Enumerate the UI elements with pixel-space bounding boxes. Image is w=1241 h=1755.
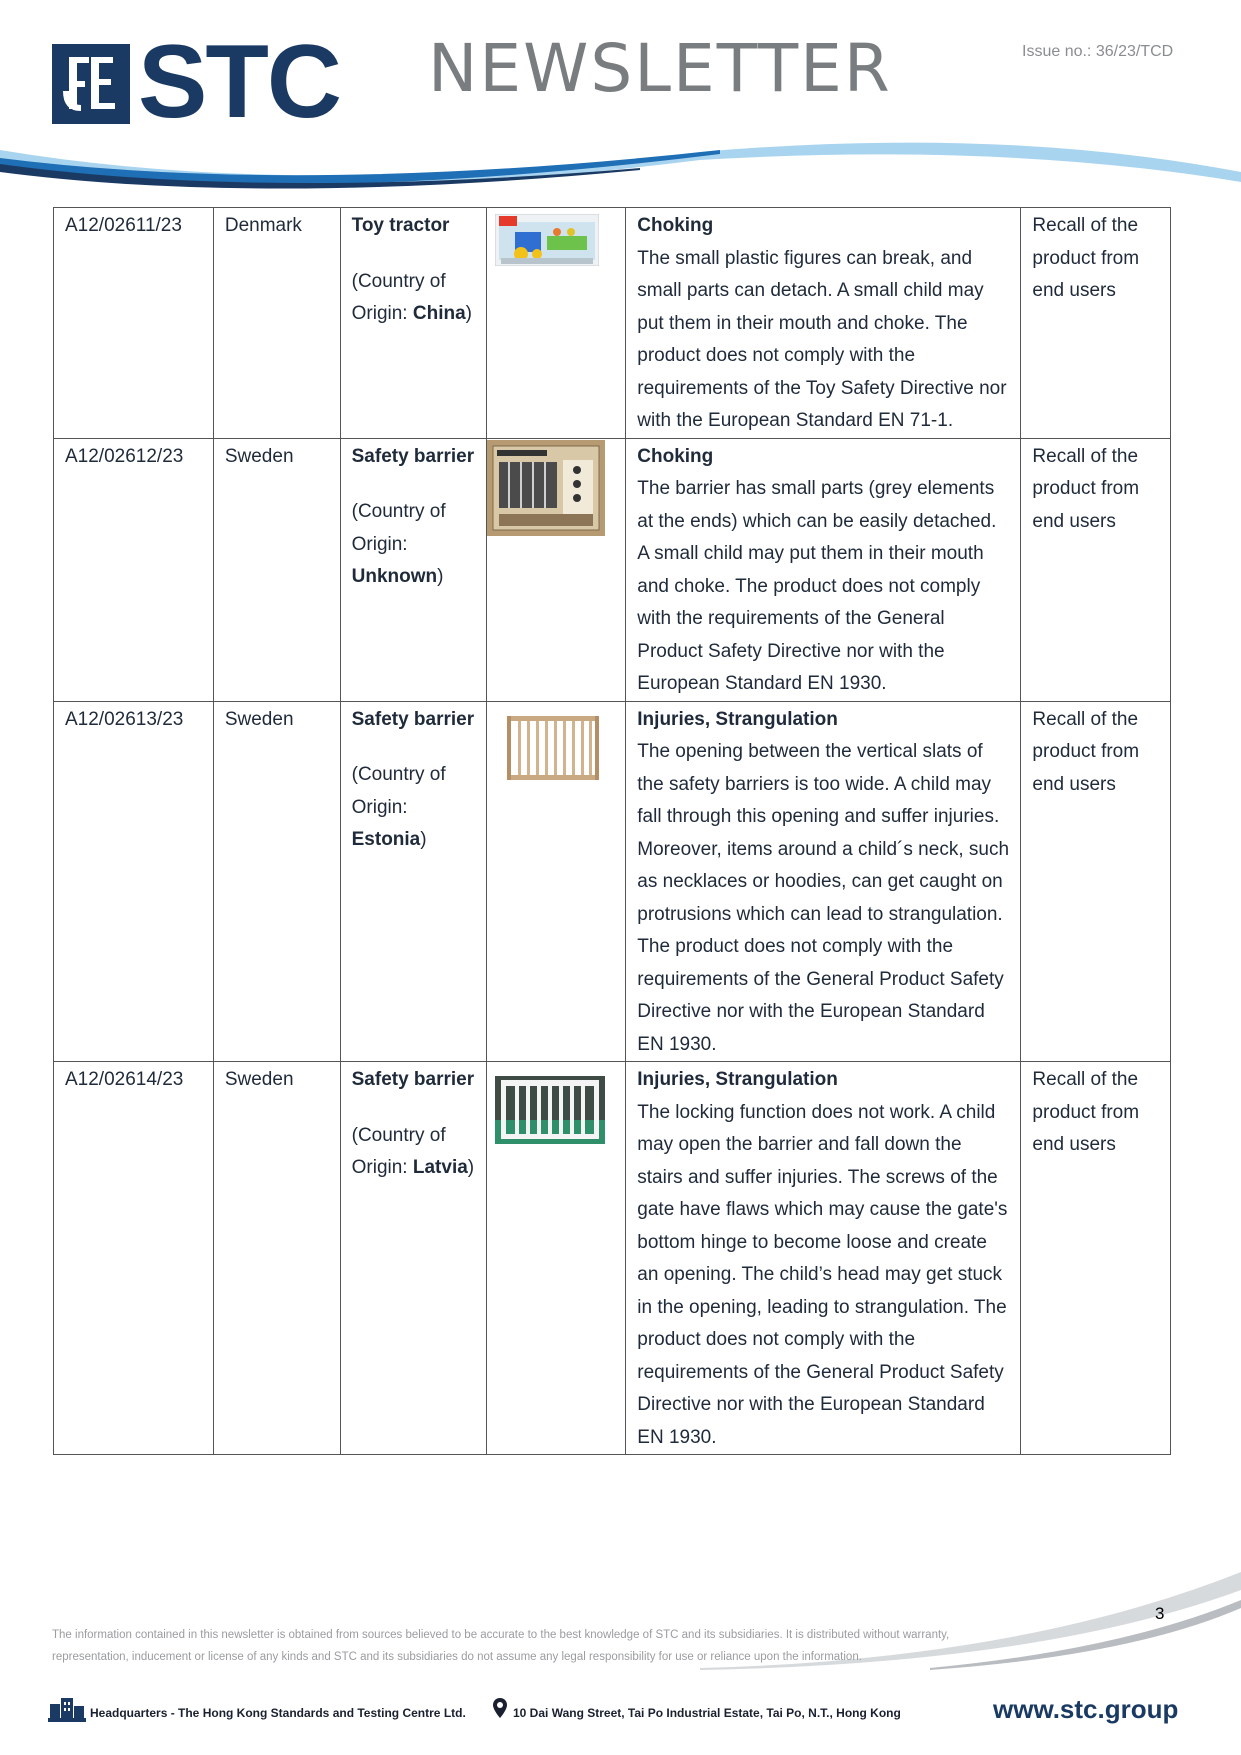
origin-country: Unknown: [351, 566, 438, 587]
origin-line: Estonia): [351, 829, 427, 850]
table-row: [54, 701, 1171, 1062]
rapex-items-table: [53, 207, 1171, 1455]
location-pin-icon: [493, 1698, 507, 1718]
risk-description: The locking function does not work. A child may open the barrier and fall down the stairs and suffer injuries. The screws of the gate have flaws which may cause the gate's bottom hinge to become loose and create an opening. The child’s head may get stuck in the opening, leading to strangulation. The product does not comply with the requirements of the General Product Safety Directive nor with the European Standard EN 1930.: [637, 1101, 1008, 1448]
origin-label: Origin:: [351, 796, 408, 818]
website-link[interactable]: www.stc.group: [993, 1694, 1179, 1724]
notifying-country: Sweden: [213, 1062, 340, 1455]
country-of-origin-label: (Country of: [351, 1124, 446, 1146]
headquarters-text: Headquarters - The Hong Kong Standards and Testing Centre Ltd.: [90, 1706, 466, 1720]
newsletter-title: NEWSLETTER: [428, 30, 892, 107]
origin-country: China: [412, 303, 466, 324]
building-icon: [48, 1696, 86, 1722]
measure-taken: Recall of the product from end users: [1021, 701, 1171, 1062]
product-image-cell: [487, 701, 626, 1062]
origin-label: Origin:: [351, 533, 408, 555]
product-cell: [340, 701, 487, 1062]
wooden-barrier-photo-icon: [507, 714, 599, 782]
origin-country: Estonia: [351, 829, 421, 850]
product-name: Safety barrier: [351, 1069, 475, 1090]
toy-tractor-box-photo-icon: [495, 214, 599, 266]
reference-number: A12/02611/23: [54, 208, 214, 439]
safety-barrier-box-photo-icon: [487, 440, 605, 536]
table-row: [54, 208, 1171, 439]
measure-taken: Recall of the product from end users: [1021, 1062, 1171, 1455]
reference-number: A12/02612/23: [54, 438, 214, 701]
stc-logo-mark: [52, 44, 130, 124]
header-swoosh-graphic: [0, 130, 1241, 200]
risk-type: Choking: [637, 445, 714, 467]
measure-taken: Recall of the product from end users: [1021, 208, 1171, 439]
white-gate-photo-icon: [495, 1076, 605, 1144]
country-of-origin-label: (Country of: [351, 764, 446, 785]
origin-line: Origin: China): [351, 303, 472, 324]
product-cell: [340, 438, 487, 701]
table-row: [54, 1062, 1171, 1455]
risk-description: The small plastic figures can break, and small parts can detach. A small child may put them in their mouth and choke. The product does not comply with the requirements of the Toy Safety Directive nor with the European Standard EN 71-1.: [637, 247, 1007, 431]
origin-country: Latvia: [412, 1157, 468, 1178]
risk-description: The opening between the vertical slats of the safety barriers is too wide. A child may fall through this opening and suffer injuries. Moreover, items around a child´s neck, such as necklaces or hoodies, can get caught on protrusions which can lead to strangulation. The product does not comply with the requirements of the General Product Safety Directive nor with the European Standard EN 1930.: [637, 741, 1010, 1055]
product-name: Safety barrier: [351, 445, 475, 467]
product-cell: [340, 1062, 487, 1455]
risk-type: Choking: [637, 215, 714, 236]
risk-type: Injuries, Strangulation: [637, 708, 838, 730]
product-image-cell: [487, 438, 626, 701]
risk-cell: [626, 701, 1021, 1062]
address-text: 10 Dai Wang Street, Tai Po Industrial Estate, Tai Po, N.T., Hong Kong: [513, 1706, 901, 1720]
risk-cell: [626, 208, 1021, 439]
footer-bar: [48, 1692, 1198, 1726]
page-number: 3: [1155, 1604, 1165, 1623]
product-name: Toy tractor: [351, 215, 450, 236]
notifying-country: Sweden: [213, 701, 340, 1062]
country-of-origin-label: (Country of: [351, 501, 446, 522]
issue-number: Issue no.: 36/23/TCD: [1022, 43, 1174, 60]
risk-cell: [626, 438, 1021, 701]
table-row: [54, 438, 1171, 701]
notifying-country: Sweden: [213, 438, 340, 701]
origin-line: Unknown): [351, 566, 444, 587]
origin-line: Origin: Latvia): [351, 1157, 475, 1178]
product-cell: [340, 208, 487, 439]
disclaimer-text: The information contained in this newsletter is obtained from sources believed to be accurate to the best knowledge of STC and its subsidiaries. It is distributed without warranty, representation, inducement or license of any kinds and STC and its subsidiaries do not assume any legal responsibility for use or reliance upon the information.: [52, 1629, 950, 1663]
risk-description: The barrier has small parts (grey elements at the ends) which can be easily detached. A small child may put them in their mouth and choke. The product does not comply with the requirements of the General Product Safety Directive nor with the European Standard EN 1930.: [637, 478, 997, 694]
product-image-cell: [487, 208, 626, 439]
risk-cell: [626, 1062, 1021, 1455]
reference-number: A12/02614/23: [54, 1062, 214, 1455]
logo-wordmark: STC: [138, 24, 340, 140]
risk-type: Injuries, Strangulation: [637, 1069, 838, 1090]
product-name: Safety barrier: [351, 708, 475, 730]
stc-monogram-icon: [55, 47, 127, 121]
notifying-country: Denmark: [213, 208, 340, 439]
reference-number: A12/02613/23: [54, 701, 214, 1062]
product-image-cell: [487, 1062, 626, 1455]
measure-taken: Recall of the product from end users: [1021, 438, 1171, 701]
country-of-origin-label: (Country of: [351, 270, 446, 292]
